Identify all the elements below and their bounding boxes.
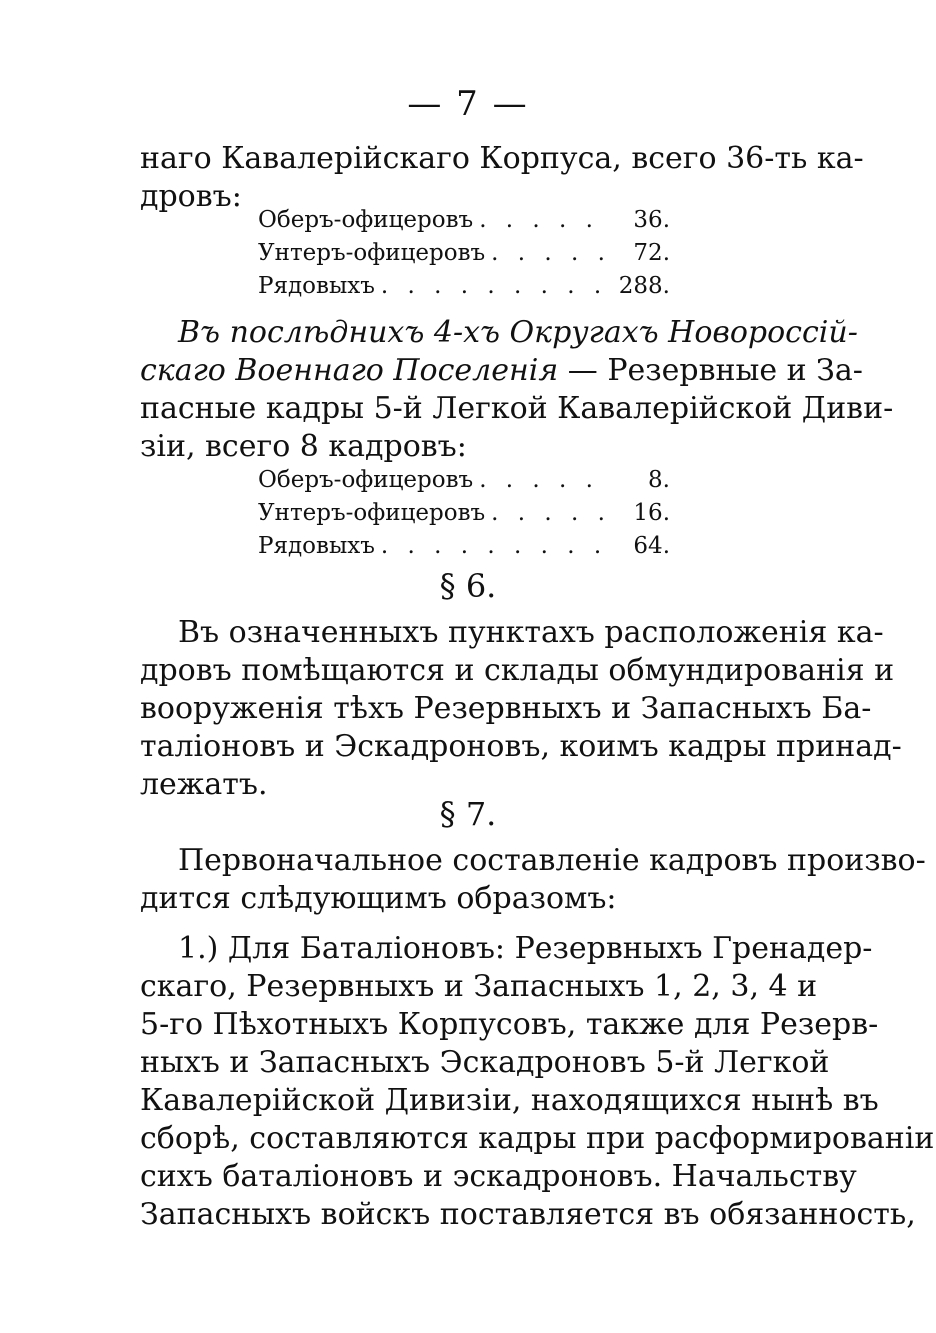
row-label: Рядовыхъ [258,533,375,559]
regular-text: — Резервные и За- [558,353,863,388]
paragraph-line: дровъ помѣщаются и склады обмундированія и [140,653,895,688]
paragraph-line: ныхъ и Запасныхъ Эскадроновъ 5-й Легкой [140,1045,830,1080]
paragraph-line: лежатъ. [140,767,268,802]
paragraph-line [140,314,858,352]
section-6-heading: § 6. [439,567,497,605]
dot-leader [485,237,614,270]
paragraph-line: дится слѣдующимъ образомъ: [140,881,617,916]
paragraph-line: сборѣ, составляются кадры при расформированіи [140,1121,935,1156]
paragraph-line: зіи, всего 8 кадровъ: [140,429,467,464]
paragraph-line: Кавалерійской Дивизіи, находящихся нынѣ въ [140,1083,879,1118]
section-7-intro [140,842,926,918]
personnel-list-2 [258,464,670,563]
section-7-item-1 [140,930,935,1234]
row-label: Рядовыхъ [258,273,375,299]
paragraph-line: вооруженія тѣхъ Резервныхъ и Запасныхъ Ба- [140,691,872,726]
paragraph-line: Въ означенныхъ пунктахъ расположенія ка- [178,615,884,650]
paragraph-line: 1.) Для Баталіоновъ: Резервныхъ Гренадер- [178,931,873,966]
paragraph-line: таліоновъ и Эскадроновъ, коимъ кадры принад- [140,729,902,764]
italic-text: скаго Военнаго Поселенія [140,353,559,388]
paragraph-line: Запасныхъ войскъ поставляется въ обязанность, [140,1197,916,1232]
list-row [258,270,670,303]
dot-leader [375,270,613,303]
row-label: Оберъ-офицеровъ [258,467,474,493]
section-6-paragraph [140,614,902,804]
paragraph-line: Первоначальное составленіе кадровъ произво- [178,843,926,878]
paragraph-line: пасные кадры 5-й Легкой Кавалерійской Диви- [140,391,894,426]
row-value: 36. [633,207,670,233]
page-number: — 7 — [407,84,529,124]
section-7-heading: § 7. [439,795,497,833]
list-row [258,204,670,237]
list-row [258,464,670,497]
paragraph-line: наго Кавалерійскаго Корпуса, всего 36-ть ка- [140,141,864,176]
row-value: 288. [618,273,670,299]
row-value: 64. [633,533,670,559]
paragraph-line: дровъ: [140,179,242,214]
row-label: Унтеръ-офицеровъ [258,500,486,526]
dot-leader [485,497,614,530]
dot-leader [375,530,614,563]
paragraph-line: скаго, Резервныхъ и Запасныхъ 1, 2, 3, 4 и [140,969,818,1004]
list-row [258,237,670,270]
paragraph-line: 5-го Пѣхотныхъ Корпусовъ, также для Резерв- [140,1007,879,1042]
row-label: Унтеръ-офицеровъ [258,240,486,266]
list-row [258,530,670,563]
paragraph-line [140,352,863,390]
row-value: 16. [633,500,670,526]
list-row [258,497,670,530]
row-value: 72. [633,240,670,266]
row-label: Оберъ-офицеровъ [258,207,474,233]
row-value: 8. [648,467,670,493]
paragraph-line: сихъ баталіоновъ и эскадроновъ. Начальству [140,1159,857,1194]
personnel-list-1 [258,204,670,303]
dot-leader [473,204,614,237]
dot-leader [473,464,614,497]
paragraph-2 [140,314,894,466]
italic-text: Въ послѣднихъ 4-хъ Округахъ Новороссій- [178,315,858,350]
